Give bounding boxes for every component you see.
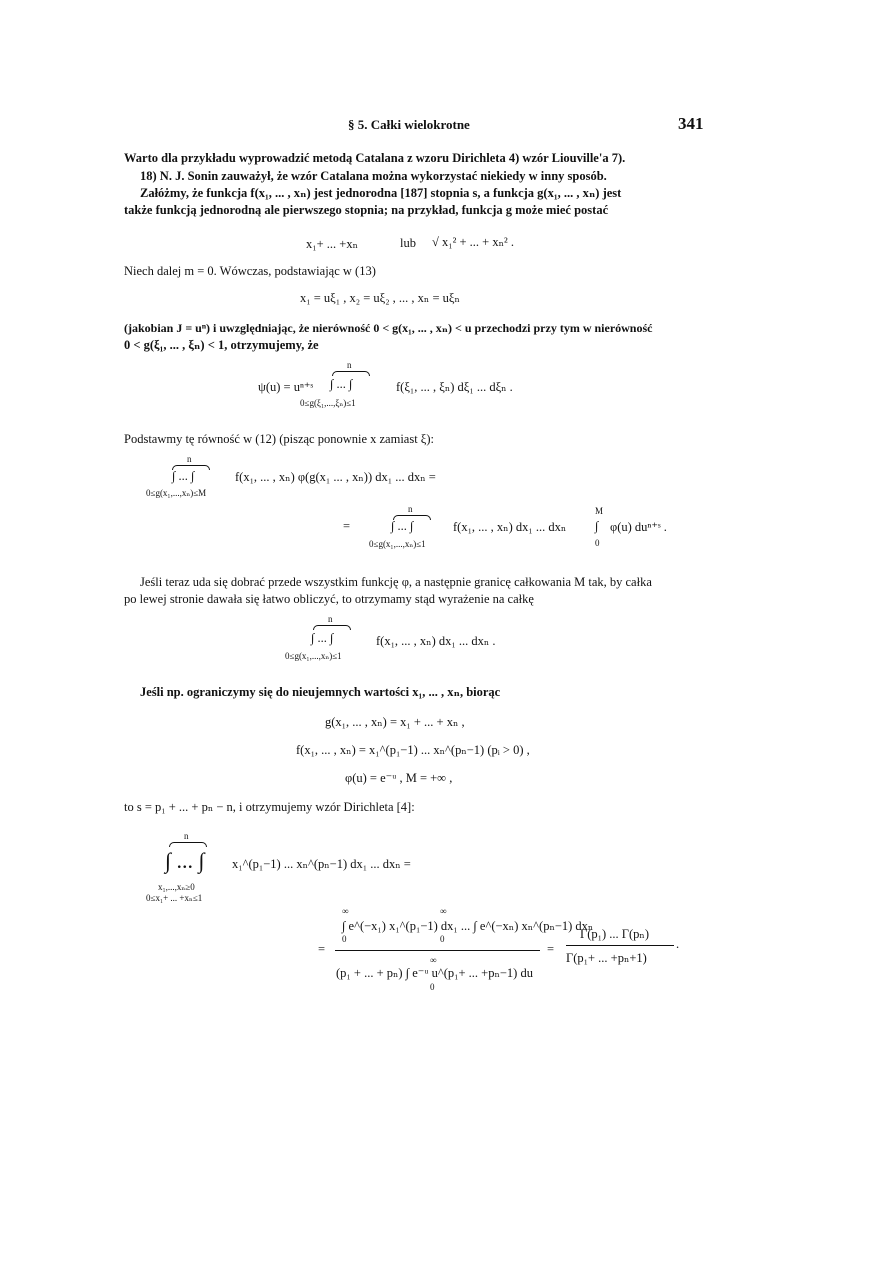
integral: ∫ ... ∫: [330, 377, 353, 391]
paragraph: także funkcją jednorodną ale pierwszego stopnia; na przykład, funkcja g może mieć postać: [124, 203, 609, 217]
lower-limit: 0: [595, 538, 600, 548]
paragraph: (jakobian J = uⁿ) i uwzględniając, że nierówność 0 < g(x₁, ... , xₙ) < u przechodzi przy tym w nierówność: [124, 321, 653, 335]
paragraph: 0 < g(ξ₁, ... , ξₙ) < 1, otrzymujemy, że: [124, 338, 319, 352]
lower-limit: 0: [440, 934, 445, 944]
paragraph: po lewej stronie dawała się łatwo obliczyć, to otrzymamy stąd wyrażenie na całkę: [124, 592, 534, 606]
n-label: n: [408, 504, 413, 514]
integral: ∫ ... ∫: [311, 631, 334, 645]
paragraph: Jeśli np. ograniczymy się do nieujemnych wartości x₁, ... , xₙ, biorąc: [140, 685, 501, 699]
upper-limit: ∞: [440, 906, 447, 916]
numerator: ∫ e^(−x₁) x₁^(p₁−1) dx₁ ... ∫ e^(−xₙ) xₙ^(pₙ−1) dxₙ: [342, 919, 594, 933]
formula-or: lub: [400, 236, 416, 250]
lower-limit: 0: [342, 934, 347, 944]
formula-f: f(x₁, ... , xₙ) = x₁^(p₁−1) ... xₙ^(pₙ−1) (pᵢ > 0) ,: [296, 743, 530, 757]
formula-sqrt: √ x₁² + ... + xₙ² .: [432, 235, 514, 249]
integration-domain-2: 0≤x₁+ ... +xₙ≤1: [146, 893, 203, 903]
equals: =: [318, 942, 326, 956]
paragraph: Podstawmy tę równość w (12) (pisząc ponownie x zamiast ξ):: [124, 432, 435, 446]
integrand: f(ξ₁, ... , ξₙ) dξ₁ ... dξₙ .: [396, 380, 513, 394]
integration-domain: 0≤g(x₁,...,xₙ)≤1: [285, 651, 342, 661]
brace: [332, 371, 370, 376]
integration-domain: 0≤g(x₁,...,xₙ)≤1: [369, 539, 426, 549]
n-label: n: [328, 614, 333, 624]
integrand: f(x₁, ... , xₙ) φ(g(x₁ ... , xₙ)) dx₁ ... dxₙ =: [235, 470, 436, 484]
fraction-bar: [335, 950, 540, 951]
integrand: f(x₁, ... , xₙ) dx₁ ... dxₙ .: [376, 634, 496, 648]
paragraph: Jeśli teraz uda się dobrać przede wszystkim funkcję φ, a następnie granicę całkowania M tak, by całka: [140, 575, 652, 589]
formula-substitution: x₁ = uξ₁ , x₂ = uξ₂ , ... , xₙ = uξₙ: [300, 291, 460, 305]
paragraph: Załóżmy, że funkcja f(x₁, ... , xₙ) jest jednorodna [187] stopnia s, a funkcja g(x₁, ... , xₙ) jest: [140, 186, 622, 200]
formula-g: g(x₁, ... , xₙ) = x₁ + ... + xₙ ,: [325, 715, 465, 729]
lower-limit: 0: [430, 982, 435, 992]
integration-domain: 0≤g(x₁,...,xₙ)≤M: [146, 488, 207, 498]
paragraph: 18) N. J. Sonin zauważył, że wzór Catalana można wykorzystać niekiedy w inny sposób.: [140, 169, 607, 183]
running-header: § 5. Całki wielokrotne: [348, 117, 470, 132]
upper-limit: ∞: [430, 955, 437, 965]
brace: [313, 625, 351, 630]
formula-psi: ψ(u) = uⁿ⁺ˢ: [258, 380, 314, 394]
denominator: (p₁ + ... + pₙ) ∫ e⁻ᵘ u^(p₁+ ... +pₙ−1) du: [336, 966, 533, 980]
integration-domain-1: x₁,...,xₙ≥0: [158, 882, 195, 892]
integrand-tail: φ(u) duⁿ⁺ˢ .: [610, 520, 667, 534]
upper-limit: ∞: [342, 906, 349, 916]
page-number: 341: [678, 114, 704, 133]
formula-phi: φ(u) = e⁻ᵘ , M = +∞ ,: [345, 771, 453, 785]
integration-domain: 0≤g(ξ₁,...,ξₙ)≤1: [300, 398, 356, 408]
equals: =: [547, 942, 555, 956]
n-label: n: [347, 360, 352, 370]
denominator: Γ(p₁+ ... +pₙ+1): [566, 951, 647, 965]
integrand: f(x₁, ... , xₙ) dx₁ ... dxₙ: [453, 520, 567, 534]
integral: ∫ ... ∫: [172, 469, 195, 483]
formula-sum: x₁+ ... +xₙ: [306, 237, 358, 251]
integrand: x₁^(p₁−1) ... xₙ^(pₙ−1) dx₁ ... dxₙ =: [232, 857, 411, 871]
numerator: Γ(p₁) ... Γ(pₙ): [580, 927, 649, 941]
period: .: [676, 937, 680, 951]
upper-limit: M: [595, 506, 604, 516]
paragraph: Niech dalej m = 0. Wówczas, podstawiając w (13): [124, 264, 376, 278]
integral: ∫ ... ∫: [165, 848, 205, 873]
fraction-bar: [566, 945, 674, 946]
integral: ∫ ... ∫: [391, 519, 414, 533]
paragraph: Warto dla przykładu wyprowadzić metodą Catalana z wzoru Dirichleta 4) wzór Liouville'a 7).: [124, 151, 626, 165]
n-label: n: [187, 454, 192, 464]
equals: =: [343, 519, 351, 533]
integral-sign: ∫: [595, 519, 599, 533]
n-label: n: [184, 831, 189, 841]
paragraph: to s = p₁ + ... + pₙ − n, i otrzymujemy wzór Dirichleta [4]:: [124, 800, 415, 814]
brace: [169, 842, 207, 847]
